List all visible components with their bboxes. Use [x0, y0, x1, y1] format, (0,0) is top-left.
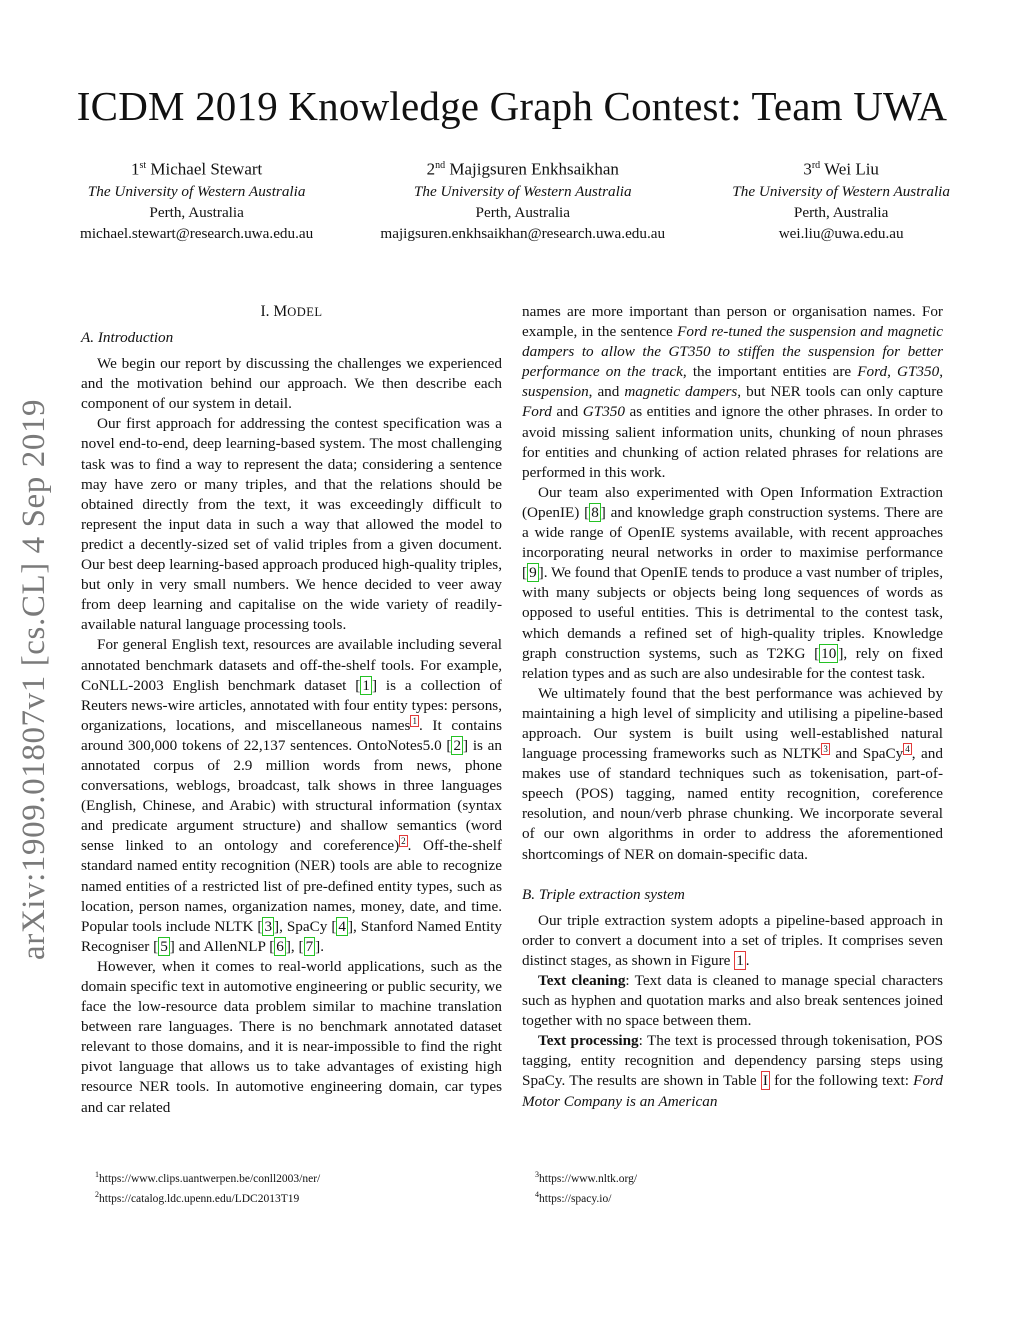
author-1: 1st Michael Stewart The University of Western Australia Perth, Australia michael.stewart@research.uwa.edu.au [80, 159, 314, 242]
footnote: $^3$https://www.nltk.org/ [535, 1170, 638, 1185]
paragraph: We begin our report by discussing the challenges we experienced and the motivation behind our approach. We then describe each component of our system in detail. [81, 355, 502, 413]
footnote-url[interactable]: https://catalog.ldc.upenn.edu/LDC2013T19 [99, 1192, 300, 1205]
paragraph: Our triple extraction system adopts a pipeline-based approach in order to convert a document into a set of triples. It comprises seven distinct stages, as shown in Figure 1 . [522, 911, 943, 969]
paragraph: However, when it comes to real-world applications, such as the domain specific text in automotive engineering or public security, we face the low-resource data problem similar to machine translation between rare languages. There is no benchmark annotated dataset relevant to those domains, and it is near-impossible to find the right pivot language that allows us to take advantages of existing high resource NER tools. In automotive engineering domain, car types and car related [81, 957, 502, 1116]
paragraph: Our first approach for addressing the contest specification was a novel end-to-end, deep learning-based system. The most challenging task was to find a way to represent the data; considering a sentence may have zero or many triples, and that the relations should be obtained directly from the text, it was exceedingly difficult to represent the input data in such a way that allowed the model to predict a decently-sized set of valid triples from a given document. Our best deep learning-based approach produced high-quality triples, but only in very small numbers. We hence decided to veer away from deep learning and capitalise on the wide variety of readily-available natural language processing tools. [81, 415, 502, 634]
author-name: Michael Stewart [150, 159, 263, 179]
paper-title: ICDM 2019 Knowledge Graph Contest: Team UWA [76, 83, 948, 129]
citation-link[interactable]: 8 [591, 503, 599, 521]
author-location: Perth, Australia [793, 203, 889, 221]
paragraph: Text cleaning: Text data is cleaned to manage special characters such as hyphen and quotation marks and also break sentences joined together with no space between them. [522, 972, 943, 1030]
paragraph: For general English text, resources are available including several annotated benchmark datasets and off-the-shelf tools. For example, CoNLL-2003 English benchmark dataset [ 1 ] is a collection of Reuters news-wire articles, annotated with four entity types: persons, organizations, locations, and miscellaneous names $^1$ . It contains around 300,000 tokens of 22,137 sentences. OntoNotes5.0 [ 2 ] is an annotated corpus of 2.9 million words from news, phone conversations, weblogs, broadcast, talk shows in three languages (English, Chinese, and Arabic) with structural information (syntax and predicate argument structure) and shallow semantics (word sense linked to an ontology and coreference) $^2$ . Off-the-shelf standard named entity recognition (NER) tools are able to recognize named entities of a restricted list of pre-defined entity types, such as location, person names, organization names, money, date, and time. Popular tools include NLTK [ 3 ], SpaCy [ 4 ], Stanford Named Entity Recogniser [ 5 ] and AllenNLP [ 6 ], [ 7 ]. [81, 636, 503, 955]
subsection-heading: A. Introduction [81, 329, 174, 346]
arxiv-watermark: arXiv:1909.01807v1 [cs.CL] 4 Sep 2019 [16, 398, 52, 960]
citation-link[interactable]: 7 [305, 937, 314, 955]
paragraph: names are more important than person or organisation names. For example, in the sentence Ford re-tuned the suspension and magnetic dampers to allow the GT350 to stiffen the suspension for better performance on the track, the important entities are Ford, GT350, suspension, and magnetic dampers, but NER tools can only capture Ford and GT350 as entities and ignore the other phrases. In order to avoid missing salient information units, chunking of noun phrases for entities and chunking of action related phrases for relations are performed in this work. [522, 303, 944, 481]
author-affiliation: The University of Western Australia [732, 182, 950, 200]
author-email: majigsuren.enkhsaikhan@research.uwa.edu.au [380, 224, 666, 242]
footnotes-left [95, 1167, 320, 1207]
citation-link[interactable]: 4 [338, 917, 346, 935]
footnote: $^2$https://catalog.ldc.upenn.edu/LDC2013T19 [95, 1189, 300, 1205]
author-block [80, 155, 950, 244]
author-name: Wei Liu [824, 159, 879, 179]
paragraph: Text processing: The text is processed through tokenisation, POS tagging, entity recognition and dependency parsing steps using SpaCy. The results are shown in Table I for the following text: Ford Motor Company is an American [522, 1032, 943, 1110]
author-3: 3rd Wei Liu The University of Western Australia Perth, Australia wei.liu@uwa.edu.au [732, 159, 950, 242]
footnote-url[interactable]: https://www.clips.uantwerpen.be/conll2003/ner/ [99, 1172, 321, 1185]
author-email: wei.liu@uwa.edu.au [778, 224, 904, 242]
citation-link[interactable]: 3 [264, 917, 273, 935]
paragraph: We ultimately found that the best performance was achieved by maintaining a high level of simplicity and utilising a pipeline-based approach. Our system is built using well-established natural language processing frameworks such as NLTK $^3$ and SpaCy $^4$ , and makes use of standard techniques such as tokenisation, part-of-speech (POS) tagging, named entity recognition, coreference resolution, and noun/verb phrase chunking. We incorporate several of our own algorithms in order to address the aforementioned shortcomings of NER on domain-specific data. [522, 684, 943, 863]
author-email: michael.stewart@research.uwa.edu.au [80, 224, 314, 242]
footnotes-right [535, 1167, 637, 1207]
citation-link[interactable]: 5 [160, 937, 168, 955]
footnote: $^4$https://spacy.io/ [535, 1189, 612, 1205]
author-affiliation: The University of Western Australia [413, 182, 632, 200]
section-heading: I. MODEL [260, 303, 323, 320]
footnote-link[interactable]: 2 [401, 836, 406, 847]
subsection-heading: B. Triple extraction system [522, 885, 685, 903]
right-column [522, 302, 943, 1112]
paragraph: Our team also experimented with Open Information Extraction (OpenIE) [ 8 ] and knowledge graph construction systems. There are a wide range of OpenIE systems available, with recent approaches incorporating neural networks in order to maximise performance [ 9 ]. We found that OpenIE tends to produce a vast number of triples, with many subjects or objects being long sequences of words as opposed to useful entities. This is detrimental to the contest task, which demands a refined set of high-quality triples. Knowledge graph construction systems, such as T2KG [ 10 ], rely on fixed relation types and as such are also undesirable for the contest task. [522, 483, 943, 682]
author-location: Perth, Australia [149, 203, 244, 221]
footnote-url[interactable]: https://spacy.io/ [539, 1192, 612, 1205]
footnote: $^1$https://www.clips.uantwerpen.be/conll2003/ner/ [95, 1170, 321, 1185]
table-link[interactable]: I [762, 1072, 768, 1090]
footnote-link[interactable]: 3 [823, 744, 828, 754]
citation-link[interactable]: 2 [453, 736, 462, 754]
citation-link[interactable]: 6 [276, 937, 284, 955]
author-2: 2nd Majigsuren Enkhsaikhan The University of Western Australia Perth, Australia majigsuren.enkhsaikhan@research.uwa.edu.au [380, 159, 666, 242]
citation-link[interactable]: 9 [529, 564, 537, 582]
footnote-url[interactable]: https://www.nltk.org/ [539, 1172, 638, 1185]
figure-link[interactable]: 1 [736, 951, 744, 969]
footnote-link[interactable]: 1 [412, 715, 417, 726]
author-name: Majigsuren Enkhsaikhan [449, 159, 619, 179]
author-location: Perth, Australia [475, 203, 571, 221]
left-column [81, 302, 502, 1118]
citation-link[interactable]: 10 [821, 644, 837, 662]
footnote-link[interactable]: 4 [905, 744, 910, 754]
citation-link[interactable]: 1 [362, 676, 370, 694]
author-affiliation: The University of Western Australia [87, 182, 306, 200]
